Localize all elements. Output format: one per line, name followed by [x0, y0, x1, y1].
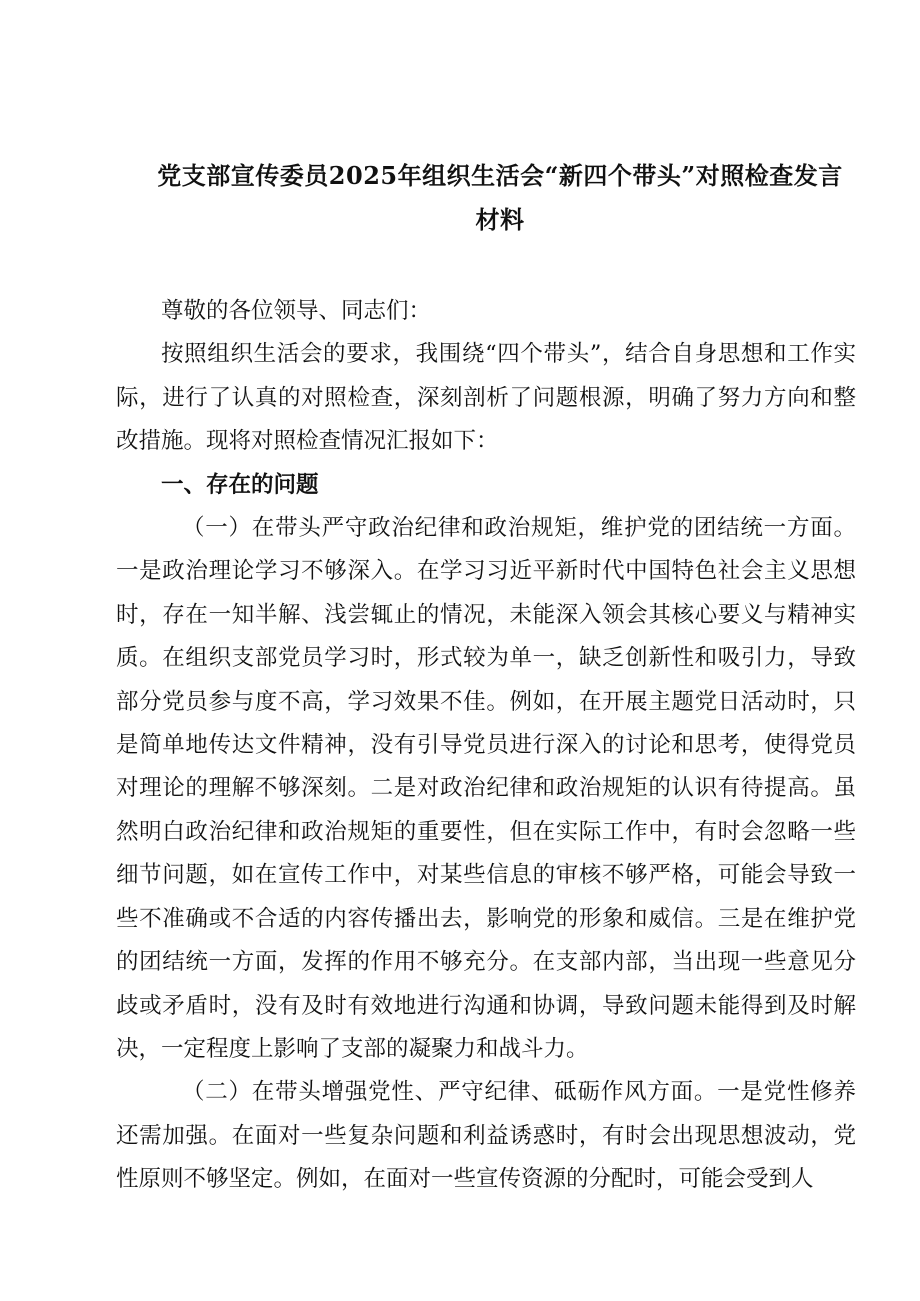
salutation: 尊敬的各位领导、同志们：	[161, 298, 432, 324]
subsection-2-paragraph: （二）在带头增强党性、严守纪律、砥砺作风方面。一是党性修养还需加强。在面对一些复杂问题和利益诱惑时，有时会出现思想波动，党性原则不够坚定。例如，在面对一些宣传资源的分配时，可能会受到人	[116, 1079, 856, 1193]
intro-paragraph: 按照组织生活会的要求，我围绕“四个带头”，结合自身思想和工作实际，进行了认真的对照检查，深刻剖析了问题根源，明确了努力方向和整改措施。现将对照检查情况汇报如下：	[116, 341, 856, 455]
section-heading-problems: 一、存在的问题	[161, 471, 319, 498]
document-title: 党支部宣传委员2025年组织生活会“新四个带头”对照检查发言材料	[157, 161, 843, 234]
document-body	[116, 290, 856, 1202]
subsection-1-paragraph: （一）在带头严守政治纪律和政治规矩，维护党的团结统一方面。一是政治理论学习不够深入。在学习习近平新时代中国特色社会主义思想时，存在一知半解、浅尝辄止的情况，未能深入领会其核心要义与精神实质。在组织支部党员学习时，形式较为单一，缺乏创新性和吸引力，导致部分党员参与度不高，学习效果不佳。例如，在开展主题党日活动时，只是简单地传达文件精神，没有引导党员进行深入的讨论和思考，使得党员对理论的理解不够深刻。二是对政治纪律和政治规矩的认识有待提高。虽然明白政治纪律和政治规矩的重要性，但在实际工作中，有时会忽略一些细节问题，如在宣传工作中，对某些信息的审核不够严格，可能会导致一些不准确或不合适的内容传播出去，影响党的形象和威信。三是在维护党的团结统一方面，发挥的作用不够充分。在支部内部，当出现一些意见分歧或矛盾时，没有及时有效地进行沟通和协调，导致问题未能得到及时解决，一定程度上影响了支部的凝聚力和战斗力。	[116, 515, 856, 1062]
